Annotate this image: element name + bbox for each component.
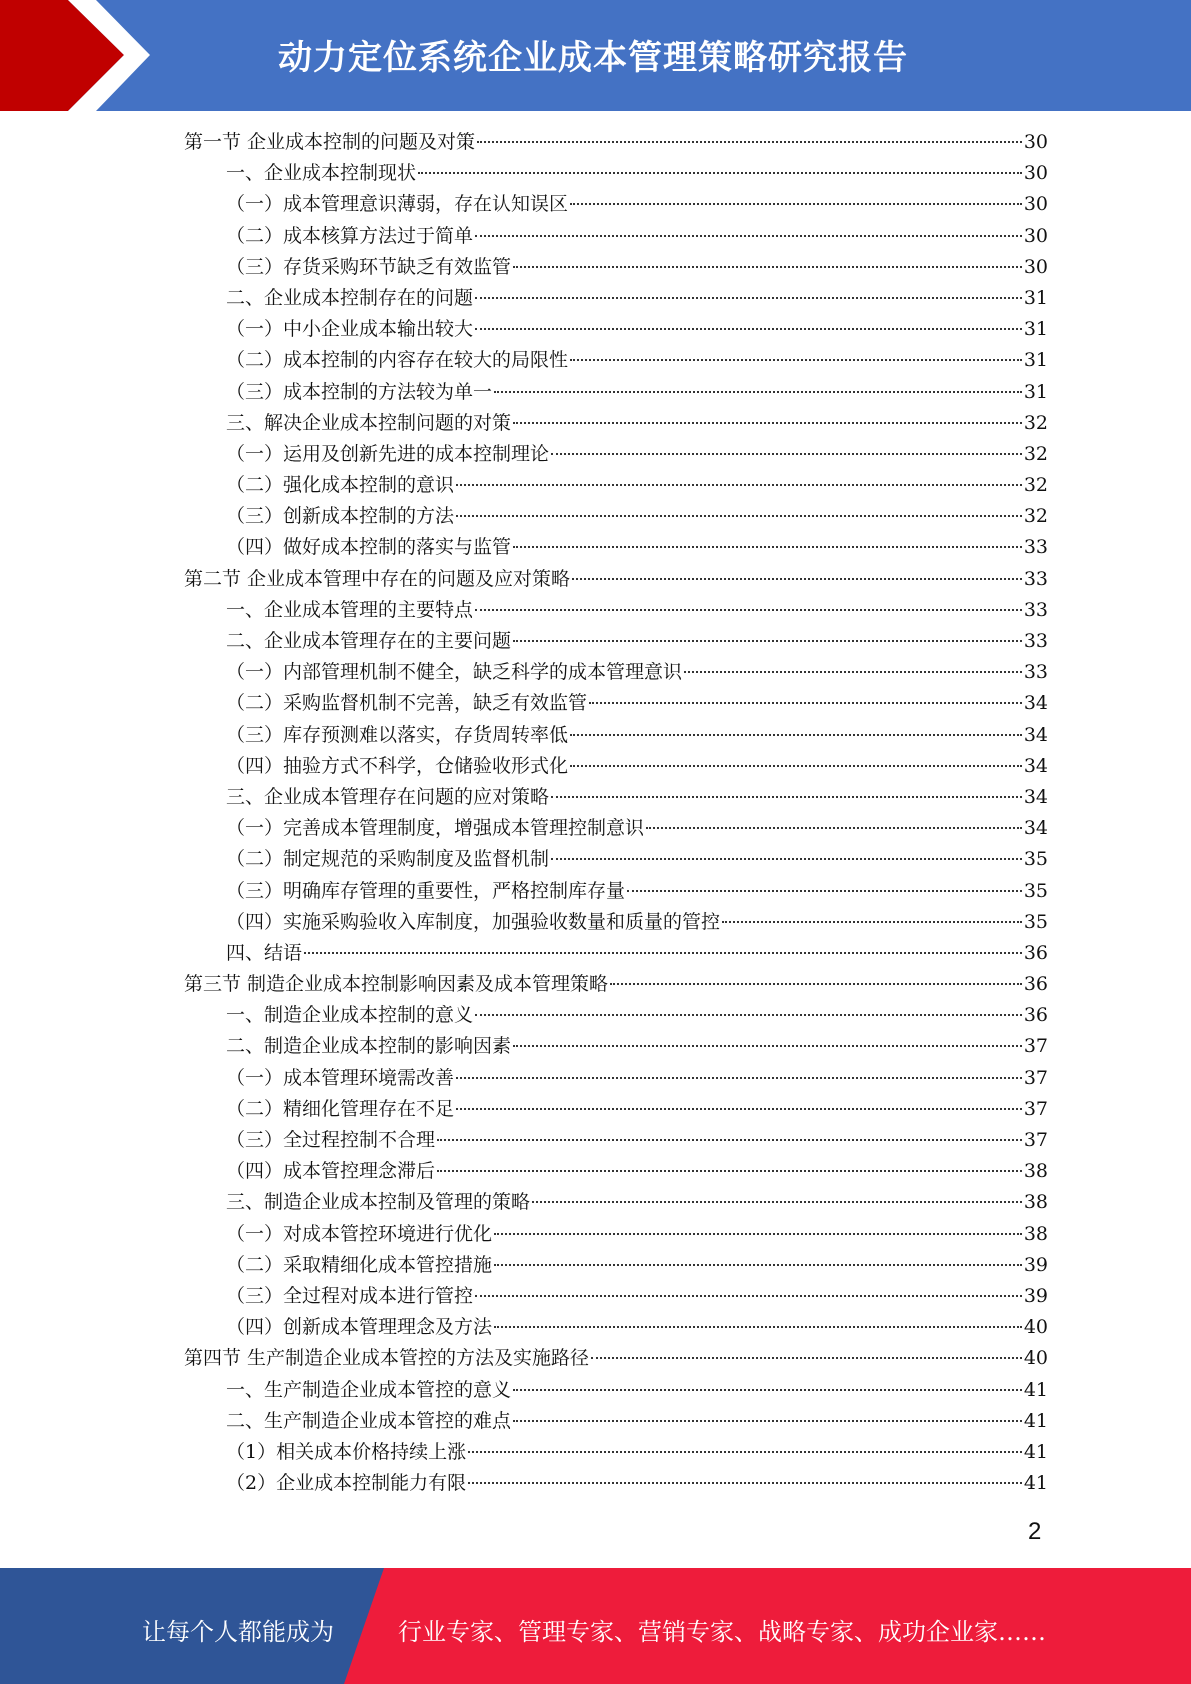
toc-entry-title: （二）强化成本控制的意识	[226, 474, 455, 497]
toc-entry-title: （三）库存预测难以落实，存货周转率低	[226, 723, 569, 746]
toc-entry[interactable]	[184, 283, 1048, 314]
toc-dot-leader	[494, 1326, 1022, 1328]
toc-dot-leader	[513, 1389, 1022, 1391]
toc-entry-page: 31	[1023, 349, 1048, 372]
toc-dot-leader	[468, 1451, 1022, 1453]
toc-dot-leader	[513, 1420, 1022, 1422]
toc-dot-leader	[468, 1482, 1022, 1484]
toc-entry-title: 二、生产制造企业成本管控的难点	[226, 1409, 512, 1432]
toc-entry-title: 三、解决企业成本控制问题的对策	[226, 411, 512, 434]
toc-entry-title: （四）做好成本控制的落实与监管	[226, 536, 512, 559]
toc-entry[interactable]	[184, 345, 1048, 376]
toc-entry-page: 38	[1023, 1160, 1048, 1183]
toc-dot-leader	[494, 391, 1022, 393]
toc-dot-leader	[513, 422, 1022, 424]
toc-entry-page: 41	[1023, 1409, 1048, 1432]
toc-dot-leader	[570, 359, 1022, 361]
toc-dot-leader	[494, 1233, 1022, 1235]
toc-entry-page: 30	[1023, 131, 1048, 153]
toc-entry-title: 二、企业成本管理存在的主要问题	[226, 630, 512, 652]
toc-entry-title: （二）采购监督机制不完善，缺乏有效监管	[226, 692, 588, 715]
toc-entry-page: 33	[1023, 598, 1048, 621]
toc-dot-leader	[589, 702, 1022, 704]
toc-entry[interactable]	[184, 564, 1048, 595]
toc-entry[interactable]	[184, 221, 1048, 252]
toc-entry[interactable]	[184, 626, 1048, 657]
toc-entry[interactable]	[184, 501, 1048, 532]
toc-entry-page: 40	[1023, 1316, 1048, 1339]
toc-entry-title: （四）创新成本管理理念及方法	[226, 1316, 493, 1339]
toc-entry-page: 34	[1023, 817, 1048, 840]
toc-entry-page: 30	[1023, 162, 1048, 185]
toc-dot-leader	[646, 827, 1022, 829]
toc-entry-page: 37	[1023, 1097, 1048, 1120]
toc-dot-leader	[570, 765, 1022, 767]
toc-dot-leader	[513, 266, 1022, 268]
toc-entry-page: 30	[1023, 255, 1048, 278]
toc-dot-leader	[627, 890, 1022, 892]
toc-entry[interactable]	[184, 1468, 1048, 1499]
toc-entry-page: 41	[1023, 1378, 1048, 1401]
toc-entry[interactable]	[184, 470, 1048, 501]
toc-dot-leader	[684, 671, 1022, 673]
toc-entry[interactable]	[184, 844, 1048, 875]
toc-entry-title: （三）全过程控制不合理	[226, 1129, 436, 1151]
toc-dot-leader	[477, 141, 1022, 143]
toc-entry[interactable]	[184, 1250, 1048, 1281]
toc-entry-page: 36	[1023, 941, 1048, 964]
toc-entry-page: 36	[1023, 973, 1048, 996]
toc-entry[interactable]	[184, 1281, 1048, 1312]
toc-dot-leader	[494, 1264, 1022, 1266]
toc-dot-leader	[456, 1077, 1022, 1079]
toc-entry[interactable]	[184, 969, 1048, 1000]
toc-entry-title: （一）运用及创新先进的成本控制理论	[226, 442, 550, 465]
toc-entry-title: （三）创新成本控制的方法	[226, 505, 455, 528]
toc-entry-page: 35	[1023, 848, 1048, 871]
toc-entry[interactable]	[184, 127, 1048, 158]
toc-entry[interactable]	[184, 1156, 1048, 1187]
toc-dot-leader	[572, 578, 1022, 580]
toc-entry-title: 一、企业成本控制现状	[226, 162, 417, 185]
toc-entry[interactable]	[184, 938, 1048, 969]
toc-entry-page: 32	[1023, 505, 1048, 528]
toc-entry[interactable]	[184, 1312, 1048, 1343]
toc-entry[interactable]	[184, 1031, 1048, 1062]
toc-entry-page: 38	[1023, 1191, 1048, 1214]
toc-entry[interactable]	[184, 720, 1048, 751]
toc-entry[interactable]	[184, 1063, 1048, 1094]
toc-dot-leader	[551, 796, 1022, 798]
toc-entry[interactable]	[184, 657, 1048, 688]
toc-entry-title: （二）成本核算方法过于简单	[226, 224, 474, 247]
toc-entry-title: （2）企业成本控制能力有限	[226, 1472, 467, 1495]
toc-dot-leader	[437, 1170, 1022, 1172]
toc-dot-leader	[551, 858, 1022, 860]
toc-entry-title: 四、结语	[226, 941, 303, 964]
toc-entry-page: 41	[1023, 1472, 1048, 1495]
toc-entry[interactable]	[184, 158, 1048, 189]
toc-entry-page: 39	[1023, 1284, 1048, 1307]
toc-entry-page: 31	[1023, 286, 1048, 309]
toc-entry-title: 第二节 企业成本管理中存在的问题及应对策略	[184, 567, 571, 590]
toc-entry-page: 30	[1023, 193, 1048, 216]
toc-dot-leader	[591, 1357, 1022, 1359]
toc-entry-page: 38	[1023, 1222, 1048, 1245]
toc-entry-title: 一、制造企业成本控制的意义	[226, 1004, 474, 1027]
toc-entry-page: 36	[1023, 1004, 1048, 1027]
toc-entry-title: （四）实施采购验收入库制度，加强验收数量和质量的管控	[226, 910, 721, 933]
toc-entry-title: （三）明确库存管理的重要性，严格控制库存量	[226, 879, 626, 902]
toc-entry[interactable]	[184, 314, 1048, 345]
toc-entry-page: 40	[1023, 1347, 1048, 1370]
toc-entry-page: 32	[1023, 411, 1048, 434]
page-number: 2	[1028, 1518, 1042, 1545]
toc-entry-title: （一）成本管理环境需改善	[226, 1066, 455, 1089]
toc-dot-leader	[475, 1014, 1022, 1016]
toc-dot-leader	[513, 640, 1022, 642]
toc-dot-leader	[475, 297, 1022, 299]
toc-entry[interactable]	[184, 532, 1048, 563]
toc-entry[interactable]	[184, 782, 1048, 813]
toc-entry-page: 37	[1023, 1129, 1048, 1151]
toc-entry-page: 33	[1023, 536, 1048, 559]
toc-entry[interactable]	[184, 595, 1048, 626]
toc-dot-leader	[437, 1139, 1022, 1141]
toc-dot-leader	[570, 734, 1022, 736]
toc-entry[interactable]	[184, 439, 1048, 470]
toc-dot-leader	[418, 172, 1022, 174]
toc-entry-page: 37	[1023, 1035, 1048, 1058]
toc-entry[interactable]	[184, 1375, 1048, 1406]
toc-entry-page: 31	[1023, 318, 1048, 341]
toc-entry-title: （一）中小企业成本输出较大	[226, 318, 474, 341]
toc-entry-title: （二）精细化管理存在不足	[226, 1097, 455, 1120]
toc-entry-title: （1）相关成本价格持续上涨	[226, 1440, 467, 1463]
toc-entry-page: 39	[1023, 1253, 1048, 1276]
toc-dot-leader	[456, 484, 1022, 486]
toc-entry[interactable]	[184, 907, 1048, 938]
toc-entry-page: 34	[1023, 785, 1048, 808]
toc-entry-title: （一）完善成本管理制度，增强成本管理控制意识	[226, 817, 645, 840]
toc-entry-page: 31	[1023, 380, 1048, 403]
toc-dot-leader	[304, 952, 1022, 954]
toc-entry-title: 第三节 制造企业成本控制影响因素及成本管理策略	[184, 973, 609, 996]
toc-entry-page: 30	[1023, 224, 1048, 247]
toc-dot-leader	[475, 1295, 1022, 1297]
toc-entry[interactable]	[184, 813, 1048, 844]
toc-entry-title: 第一节 企业成本控制的问题及对策	[184, 131, 476, 153]
toc-entry[interactable]	[184, 1343, 1048, 1374]
toc-entry[interactable]	[184, 1094, 1048, 1125]
toc-entry-page: 34	[1023, 692, 1048, 715]
footer-slogan-left: 让每个人都能成为	[142, 1618, 334, 1646]
toc-dot-leader	[610, 983, 1022, 985]
toc-entry[interactable]	[184, 377, 1048, 408]
toc-entry-title: （三）成本控制的方法较为单一	[226, 380, 493, 403]
toc-entry[interactable]	[184, 1000, 1048, 1031]
toc-entry[interactable]	[184, 1406, 1048, 1437]
toc-entry-page: 33	[1023, 630, 1048, 652]
toc-entry[interactable]	[184, 1125, 1048, 1156]
toc-entry-title: （三）存货采购环节缺乏有效监管	[226, 255, 512, 278]
footer-slogan-right: 行业专家、管理专家、营销专家、战略专家、成功企业家……	[398, 1618, 1046, 1646]
toc-dot-leader	[513, 546, 1022, 548]
toc-dot-leader	[475, 235, 1022, 237]
toc-entry-title: 第四节 生产制造企业成本管控的方法及实施路径	[184, 1347, 590, 1370]
toc-entry[interactable]	[184, 751, 1048, 782]
toc-entry-title: （一）成本管理意识薄弱，存在认知误区	[226, 193, 569, 216]
toc-dot-leader	[513, 1045, 1022, 1047]
toc-entry-page: 41	[1023, 1440, 1048, 1463]
toc-entry-title: 二、企业成本控制存在的问题	[226, 286, 474, 309]
toc-dot-leader	[475, 328, 1022, 330]
toc-entry[interactable]	[184, 1437, 1048, 1468]
toc-entry-title: （四）成本管控理念滞后	[226, 1160, 436, 1183]
toc-dot-leader	[475, 609, 1022, 611]
toc-entry[interactable]	[184, 1219, 1048, 1250]
toc-entry-title: 三、制造企业成本控制及管理的策略	[226, 1191, 531, 1214]
toc-entry[interactable]	[184, 408, 1048, 439]
toc-entry[interactable]	[184, 1187, 1048, 1218]
toc-entry-title: 二、制造企业成本控制的影响因素	[226, 1035, 512, 1058]
toc-entry-title: 三、企业成本管理存在问题的应对策略	[226, 785, 550, 808]
header-arrow-decoration	[0, 0, 160, 111]
page-footer	[0, 1568, 1191, 1684]
toc-dot-leader	[532, 1201, 1022, 1203]
toc-entry-title: （一）对成本管控环境进行优化	[226, 1222, 493, 1245]
toc-entry-page: 35	[1023, 910, 1048, 933]
toc-entry-title: （三）全过程对成本进行管控	[226, 1284, 474, 1307]
toc-entry-page: 37	[1023, 1066, 1048, 1089]
page-header	[0, 0, 1191, 111]
toc-dot-leader	[570, 203, 1022, 205]
toc-entry-page: 33	[1023, 661, 1048, 684]
toc-dot-leader	[456, 1108, 1022, 1110]
toc-entry[interactable]	[184, 688, 1048, 719]
toc-dot-leader	[551, 453, 1022, 455]
toc-entry[interactable]	[184, 189, 1048, 220]
toc-entry-page: 34	[1023, 754, 1048, 777]
table-of-contents	[184, 127, 1048, 1499]
document-title: 动力定位系统企业成本管理策略研究报告	[278, 38, 908, 78]
toc-entry-page: 32	[1023, 474, 1048, 497]
toc-dot-leader	[722, 921, 1022, 923]
toc-entry-page: 33	[1023, 567, 1048, 590]
toc-entry[interactable]	[184, 876, 1048, 907]
toc-entry-title: （二）成本控制的内容存在较大的局限性	[226, 349, 569, 372]
toc-entry-page: 35	[1023, 879, 1048, 902]
toc-entry-page: 34	[1023, 723, 1048, 746]
toc-entry-title: （二）制定规范的采购制度及监督机制	[226, 848, 550, 871]
toc-entry-title: （一）内部管理机制不健全，缺乏科学的成本管理意识	[226, 661, 683, 684]
toc-dot-leader	[456, 515, 1022, 517]
toc-entry-title: 一、企业成本管理的主要特点	[226, 598, 474, 621]
toc-entry[interactable]	[184, 252, 1048, 283]
toc-entry-title: （二）采取精细化成本管控措施	[226, 1253, 493, 1276]
toc-entry-title: 一、生产制造企业成本管控的意义	[226, 1378, 512, 1401]
toc-entry-title: （四）抽验方式不科学，仓储验收形式化	[226, 754, 569, 777]
toc-entry-page: 32	[1023, 442, 1048, 465]
